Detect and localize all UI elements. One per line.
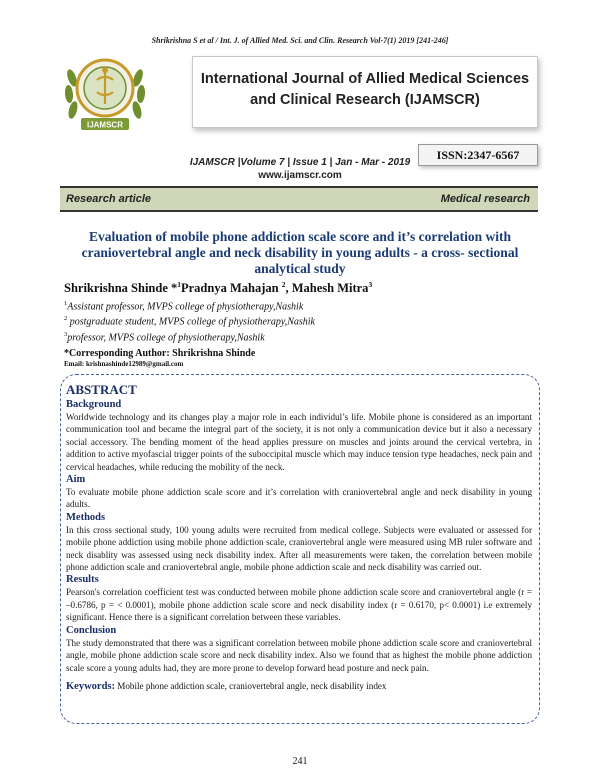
affiliation-3-sup: 3 bbox=[64, 331, 68, 338]
background-heading: Background bbox=[66, 399, 122, 410]
issue-info: IJAMSCR |Volume 7 | Issue 1 | Jan - Mar - 2019 bbox=[189, 157, 411, 168]
article-title-line2: craniovertebral angle and neck disability in young adults - a cross- sectional bbox=[81, 245, 519, 260]
journal-title bbox=[193, 69, 537, 111]
affiliation-3 bbox=[64, 331, 265, 343]
background-text: Worldwide technology and its changes play a major role in each individul’s life. Mobile phone is considered as an important communication tool and became the integral part of the society, it is not only a communication device but it also a necessary social accessory. The bending moment of the head applies pressure on muscles and joints around the cervical vertebra, in addition to active myofascial trigger points of the suboccipital muscle which may induce tension type headaches, neck pain and cervical headaches, while reducing the mobility of the neck. bbox=[66, 412, 532, 472]
page-number: 241 bbox=[292, 756, 308, 767]
affiliation-1 bbox=[64, 300, 303, 312]
running-head: Shrikrishna S et al / Int. J. of Allied Med. Sci. and Clin. Research Vol-7(1) 2019 [241-246] bbox=[151, 36, 449, 45]
article-field: Medical research bbox=[440, 193, 530, 205]
keywords-label: Keywords: bbox=[66, 680, 115, 692]
logo-text: IJAMSCR bbox=[86, 120, 124, 130]
journal-title-line2: and Clinical Research (IJAMSCR) bbox=[250, 92, 480, 108]
abstract-content bbox=[66, 382, 532, 694]
author-3: , Mahesh Mitra bbox=[285, 281, 369, 296]
article-title-line3: analytical study bbox=[254, 261, 346, 276]
aim-text: To evaluate mobile phone addiction scale score and it’s correlation with craniovertebral angle and neck disability in young adults. bbox=[66, 487, 532, 510]
author-3-sup: 3 bbox=[368, 280, 373, 289]
journal-logo bbox=[64, 48, 146, 136]
results-heading: Results bbox=[66, 574, 99, 586]
corresponding-author: *Corresponding Author: Shrikrishna Shinde bbox=[64, 348, 256, 359]
affiliation-3-text: professor, MVPS college of physiotherapy,Nashik bbox=[67, 332, 265, 344]
category-bar bbox=[60, 186, 538, 212]
affiliation-2 bbox=[64, 315, 315, 327]
affiliation-1-text: Assistant professor, MVPS college of physiotherapy,Nashik bbox=[67, 301, 304, 313]
journal-website[interactable]: www.ijamscr.com bbox=[258, 170, 342, 181]
author-2: Pradnya Mahajan bbox=[181, 281, 282, 296]
methods-heading: Methods bbox=[66, 511, 106, 523]
results-text: Pearson's correlation coefficient test was conducted between mobile phone addiction scale score and craniovertebral angle (r = –0.6786, p = < 0.0001), mobile phone addiction scale score and neck disability index (r = 0.6170, p< 0.0001) i.e extremely significant. Hence there is a significant correlation between these variables. bbox=[66, 587, 532, 623]
issn-badge: ISSN:2347-6567 bbox=[418, 144, 538, 166]
methods-text: In this cross sectional study, 100 young adults were recruited from medical college. Subjects were evaluated or assessed for mobile phone addiction using mobile phone addiction scale, craniovertebral angle were measured using MB ruler software and neck disablity was assessed using neck disability index. After all measurements were taken, the correlation between mobile phone addiction scale and craniovertebral angle, mobile phone addiction scale and neck disability was carried out. bbox=[66, 524, 532, 573]
aim-heading: Aim bbox=[66, 474, 86, 486]
abstract-heading: ABSTRACT bbox=[66, 382, 137, 397]
author-list bbox=[64, 280, 372, 296]
article-title-line1: Evaluation of mobile phone addiction scale score and it’s correlation with bbox=[88, 229, 511, 244]
article-type: Research article bbox=[66, 193, 151, 205]
keywords-line bbox=[66, 676, 532, 694]
keywords-text: Mobile phone addiction scale, craniovertebral angle, neck disability index bbox=[115, 680, 387, 691]
author-1-sup: 1 bbox=[177, 280, 181, 289]
author-1: Shrikrishna Shinde * bbox=[64, 281, 178, 296]
journal-title-line1: International Journal of Allied Medical Sciences bbox=[200, 71, 530, 87]
affiliation-2-sup: 2 bbox=[64, 315, 68, 322]
article-title bbox=[62, 229, 538, 277]
author-email[interactable]: Email: krishnashinde12989@gmail.com bbox=[64, 360, 184, 368]
conclusion-text: The study demonstrated that there was a significant correlation between mobile phone addiction scale score and craniovertebral angle, mobile phone addiction scale score and neck disability index. Also we found that as highest the mobile phone addiction scale score a young adults had, they are more prone to develop forward head posture and neck pain. bbox=[66, 637, 532, 673]
affiliation-1-sup: 1 bbox=[64, 300, 68, 307]
journal-title-box bbox=[192, 56, 538, 128]
author-2-sup: 2 bbox=[281, 280, 286, 289]
conclusion-heading: Conclusion bbox=[66, 624, 117, 636]
affiliation-2-text: postgraduate student, MVPS college of physiotherapy,Nashik bbox=[67, 316, 315, 328]
